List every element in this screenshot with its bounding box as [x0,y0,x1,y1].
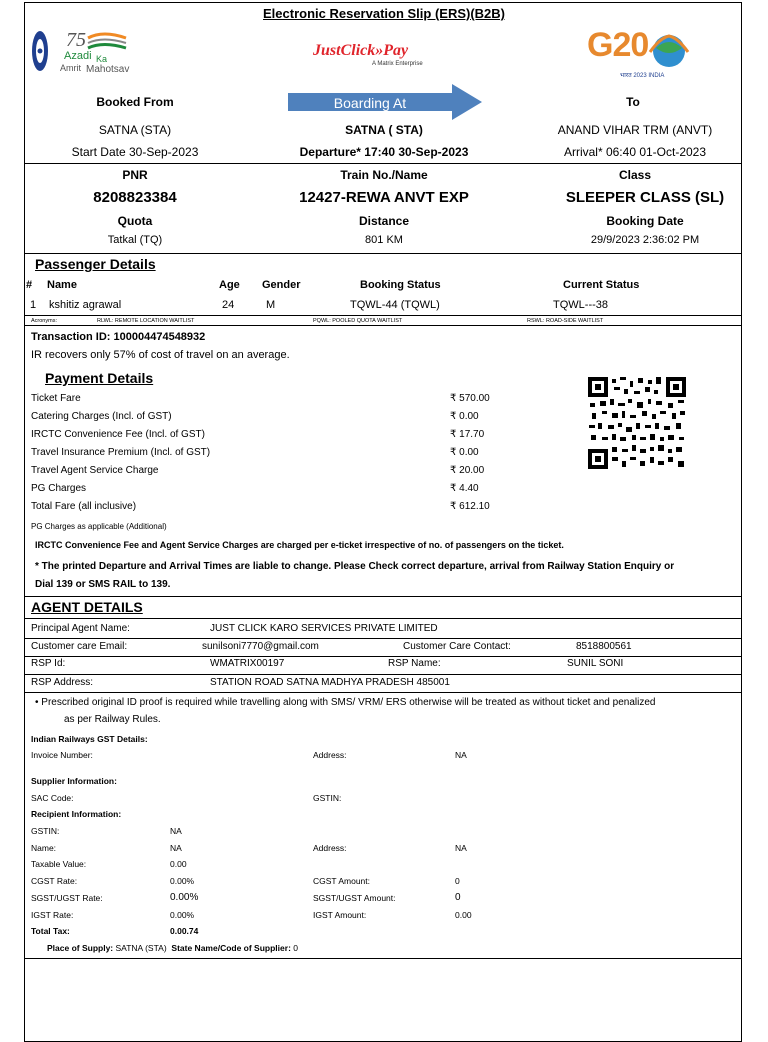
booked-from-label: Booked From [96,95,174,109]
id-proof-note-line-1: • Prescribed original ID proof is required while travelling along with SMS/ VRM/ ERS otherwise will be treated as without ticket and penalized [35,697,656,708]
insurance-label: Travel Insurance Premium (Incl. of GST) [31,447,211,458]
cost-recovery-note: IR recovers only 57% of cost of travel on an average. [31,349,290,361]
class-label: Class [618,168,652,182]
passenger-col-booking-status: Booking Status [360,279,441,291]
passenger-col-current-status: Current Status [563,279,640,291]
passenger-row-current-status: TQWL---38 [553,299,608,311]
sac-code-label: SAC Code: [31,793,74,803]
id-proof-note-line-2: as per Railway Rules. [64,714,161,725]
pnr-label: PNR [122,168,148,182]
sgst-rate-value: 0.00% [170,892,199,903]
rsp-address-value: STATION ROAD SATNA MADHYA PRADESH 485001 [210,677,450,688]
recipient-gstin-label: GSTIN: [31,826,60,836]
ticket-fare-value: ₹ 570.00 [450,393,490,404]
state-code-value: 0 [293,943,299,953]
total-fare-label: Total Fare (all inclusive) [31,501,137,512]
rsp-id-label: RSP Id: [31,658,66,669]
igst-amount-value: 0.00 [455,910,472,920]
passenger-col-age: Age [219,279,240,291]
customer-contact-value: 8518800561 [576,641,632,652]
divider [24,596,742,597]
total-fare-value: ₹ 612.10 [450,501,490,512]
class-value: SLEEPER CLASS (SL) [565,189,725,206]
start-date: Start Date 30-Sep-2023 [71,145,199,159]
acronym-pqwl: PQWL: POOLED QUOTA WAITLIST [313,318,403,324]
justclickpay-logo: JustClick»Pay [313,42,409,59]
passenger-row-name: kshitiz agrawal [49,299,122,311]
passenger-row-gender: M [266,299,276,311]
to-label: To [626,95,640,109]
azadi-logo-ka: Ka [96,54,108,64]
state-code-label: State Name/Code of Supplier: [171,943,291,953]
passenger-row-index: 1 [30,299,37,311]
globe-lotus-icon [646,28,692,74]
cgst-amount-label: CGST Amount: [313,876,371,886]
transaction-id: Transaction ID: 100004474548932 [31,331,206,343]
catering-label: Catering Charges (Incl. of GST) [31,411,172,422]
agent-charge-value: ₹ 20.00 [450,465,485,476]
recipient-address-value: NA [455,843,467,853]
recipient-name-value: NA [170,843,182,853]
customer-email-label: Customer care Email: [31,641,128,652]
customer-email-value: sunilsoni7770@gmail.com [202,641,319,652]
total-tax-label: Total Tax: [31,926,70,936]
recipient-gstin-value: NA [170,826,182,836]
divider [24,638,742,639]
acronym-rlwl: RLWL: REMOTE LOCATION WAITLIST [97,318,195,324]
rsp-name-label: RSP Name: [388,658,441,669]
boarding-at-label: Boarding At [333,95,407,111]
cgst-rate-label: CGST Rate: [31,876,78,886]
pnr-value: 8208823384 [93,189,177,206]
divider [24,692,742,693]
booked-from-value: SATNA (STA) [98,123,172,137]
arrival-time: Arrival* 06:40 01-Oct-2023 [563,145,707,159]
cgst-amount-value: 0 [455,876,460,886]
supplier-gstin-label: GSTIN: [313,793,342,803]
invoice-address-value: NA [455,750,467,760]
azadi-logo-75: 75 [66,29,86,51]
igst-rate-value: 0.00% [170,910,195,920]
igst-rate-label: IGST Rate: [31,910,74,920]
azadi-logo-azadi: Azadi [64,50,92,62]
acronym-rswl: RSWL: ROAD-SIDE WAITLIST [527,318,604,324]
recipient-info-title: Recipient Information: [31,809,122,819]
departure-time: Departure* 17:40 30-Sep-2023 [299,145,469,159]
booking-date-value: 29/9/2023 2:36:02 PM [590,234,700,246]
timing-note-line-1: * The printed Departure and Arrival Times are liable to change. Please Check correct departure, arrival from Railway Station Enquiry or [35,561,675,572]
rsp-name-value: SUNIL SONI [567,658,624,669]
booking-date-label: Booking Date [606,214,684,228]
g20-tagline: भारत 2023 INDIA [620,73,665,79]
azadi-ka-amrit-mahotsav-logo [58,26,148,82]
divider [24,674,742,675]
convenience-fee-note: IRCTC Convenience Fee and Agent Service Charges are charged per e-ticket irrespective of no. of passengers on the ticket. [35,540,564,550]
train-label: Train No./Name [340,168,428,182]
place-of-supply-label: Place of Supply: [47,943,114,953]
invoice-number-label: Invoice Number: [31,750,93,760]
cgst-rate-value: 0.00% [170,876,195,886]
customer-contact-label: Customer Care Contact: [403,641,511,652]
divider [24,958,742,959]
to-value: ANAND VIHAR TRM (ANVT) [557,123,713,137]
train-value: 12427-REWA ANVT EXP [299,189,469,206]
principal-agent-label: Principal Agent Name: [31,623,130,634]
distance-value: 801 KM [365,234,403,246]
divider [24,618,742,619]
divider [24,253,742,254]
igst-amount-label: IGST Amount: [313,910,367,920]
ticket-fare-label: Ticket Fare [31,393,81,404]
sgst-amount-label: SGST/UGST Amount: [313,893,396,903]
railway-emblem-icon [30,28,50,74]
passenger-row-age: 24 [222,299,235,311]
sgst-rate-label: SGST/UGST Rate: [31,893,103,903]
principal-agent-value: JUST CLICK KARO SERVICES PRIVATE LIMITED [210,623,438,634]
g20-logo: G20 [587,26,649,64]
rsp-id-value: WMATRIX00197 [210,658,285,669]
convenience-fee-label: IRCTC Convenience Fee (Incl. of GST) [31,429,205,440]
taxable-value-label: Taxable Value: [31,859,87,869]
taxable-value: 0.00 [170,859,187,869]
invoice-address-label: Address: [313,750,347,760]
rsp-address-label: RSP Address: [31,677,94,688]
pg-charges-note: PG Charges as applicable (Additional) [31,522,167,531]
quota-value: Tatkal (TQ) [107,234,163,246]
place-of-supply [47,943,298,953]
passenger-details-title: Passenger Details [35,256,156,272]
total-tax-value: 0.00.74 [170,926,199,936]
qr-code-icon [588,377,686,469]
pg-charges-label: PG Charges [31,483,87,494]
passenger-col-name: Name [47,279,77,291]
payment-details-title: Payment Details [45,370,154,386]
ers-title: Electronic Reservation Slip (ERS)(B2B) [263,6,505,21]
gst-details-title: Indian Railways GST Details: [31,734,148,744]
quota-label: Quota [117,214,153,228]
catering-value: ₹ 0.00 [450,411,479,422]
azadi-logo-mahotsav: Mahotsav [86,64,130,75]
pg-charges-value: ₹ 4.40 [450,483,479,494]
recipient-address-label: Address: [313,843,347,853]
passenger-col-gender: Gender [262,279,301,291]
distance-label: Distance [358,214,410,228]
convenience-fee-value: ₹ 17.70 [450,429,485,440]
recipient-name-label: Name: [31,843,57,853]
divider [24,163,742,164]
passenger-col-index: # [26,279,33,291]
divider [24,315,742,316]
timing-note-line-2: Dial 139 or SMS RAIL to 139. [35,579,171,590]
azadi-logo-amrit: Amrit [60,63,81,73]
place-of-supply-value: SATNA (STA) [115,943,167,953]
sgst-amount-value: 0 [455,892,461,903]
supplier-info-title: Supplier Information: [31,776,117,786]
agent-details-title: AGENT DETAILS [31,599,143,615]
passenger-row-booking-status: TQWL-44 (TQWL) [350,299,440,311]
boarding-at-value: SATNA ( STA) [345,123,423,137]
acronyms-label: Acronyms: [31,318,57,324]
agent-charge-label: Travel Agent Service Charge [31,465,159,476]
insurance-value: ₹ 0.00 [450,447,479,458]
divider [24,325,742,326]
divider [24,656,742,657]
justclickpay-tagline: A Matrix Enterprise [372,61,423,67]
